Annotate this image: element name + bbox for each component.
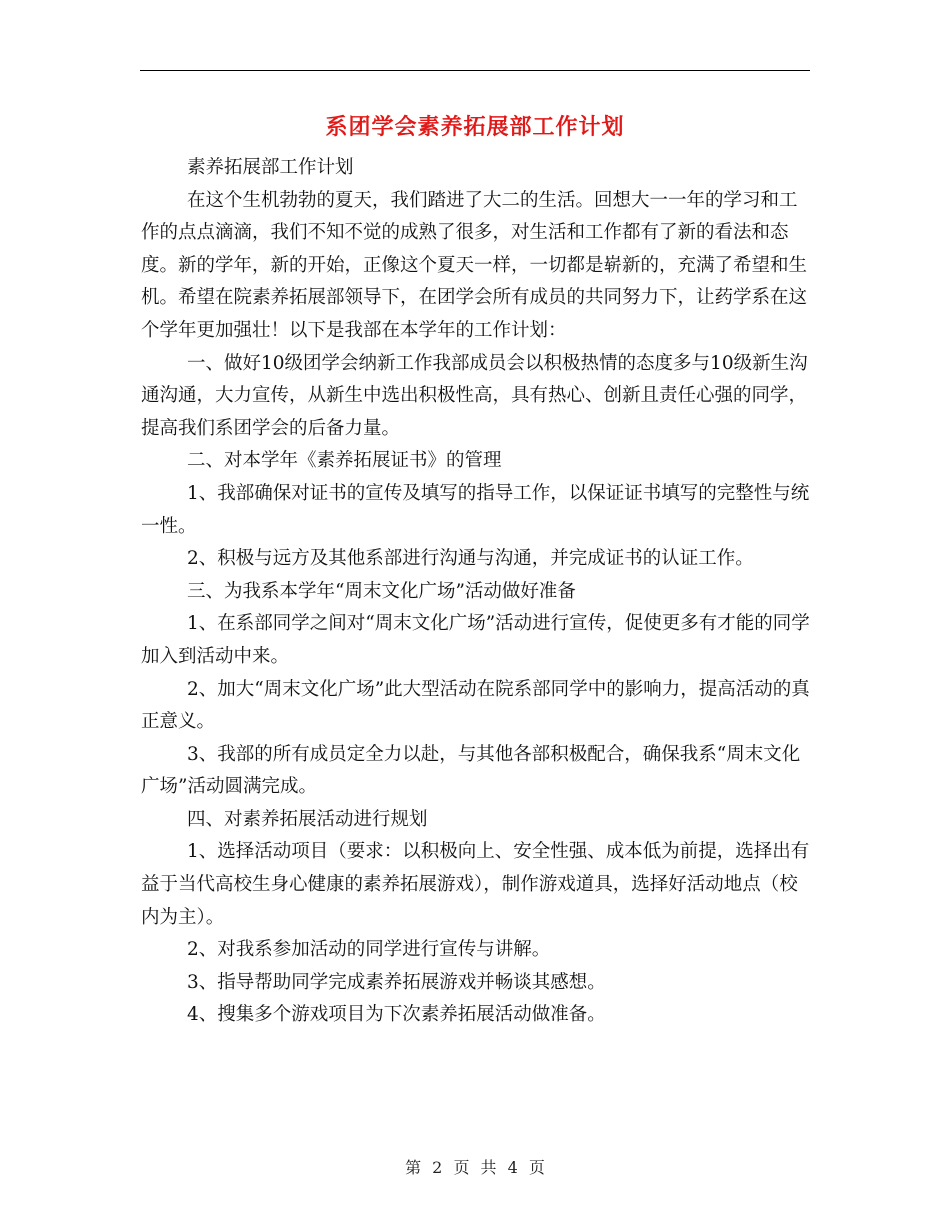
heading-section-2: 二、对本学年《素养拓展证书》的管理: [187, 450, 502, 472]
paragraph-item: 1、在系部同学之间对“周末文化广场”活动进行宣传，促使更多有才能的同学加入到活动中来。: [141, 613, 810, 667]
header-rule: [140, 70, 810, 71]
paragraph-section-1: 一、做好10级团学会纳新工作我部成员会以积极热情的态度多与10级新生沟通沟通，大力宣传，从新生中选出积极性高，具有热心、创新且责任心强的同学，提高我们系团学会的后备力量。: [141, 352, 808, 439]
paragraph-item: 1、我部确保对证书的宣传及填写的指导工作，以保证证书填写的完整性与统一性。: [141, 482, 810, 537]
paragraph-item: 2、加大“周末文化广场”此大型活动在院系部同学中的影响力，提高活动的真正意义。: [141, 678, 810, 733]
paragraph-item: 4、搜集多个游戏项目为下次素养拓展活动做准备。: [187, 1004, 606, 1026]
paragraph-item: 2、积极与远方及其他系部进行沟通与沟通，并完成证书的认证工作。: [187, 548, 754, 570]
paragraph-item: 3、我部的所有成员定全力以赴，与其他各部积极配合，确保我系“周末文化广场”活动圆满完成。: [141, 743, 801, 798]
paragraph-item: 2、对我系参加活动的同学进行宣传与讲解。: [187, 939, 551, 961]
heading-section-4: 四、对素养拓展活动进行规划: [187, 808, 428, 830]
document-body: [141, 152, 813, 1032]
paragraph-item: 1、选择活动项目（要求：以积极向上、安全性强、成本低为前提，选择出有益于当代高校生身心健康的素养拓展游戏），制作游戏道具，选择好活动地点（校内为主）。: [141, 841, 810, 928]
document-title: 系团学会素养拓展部工作计划: [325, 115, 625, 140]
paragraph-item: 3、指导帮助同学完成素养拓展游戏并畅谈其感想。: [187, 971, 606, 993]
page-number: 第 2 页 共 4 页: [405, 1158, 545, 1177]
heading-section-3: 三、为我系本学年“周末文化广场”活动做好准备: [187, 580, 576, 602]
paragraph-subtitle: 素养拓展部工作计划: [187, 157, 354, 178]
paragraph-intro: 在这个生机勃勃的夏天，我们踏进了大二的生活。回想大一一年的学习和工作的点点滴滴，我们不知不觉的成熟了很多，对生活和工作都有了新的看法和态度。新的学年，新的开始，正像这个夏天一样，一切都是崭新的，充满了希望和生机。希望在院素养拓展部领导下，在团学会所有成员的共同努力下，让药学系在这个学年更加强壮！以下是我部在本学年的工作计划：: [141, 189, 808, 341]
